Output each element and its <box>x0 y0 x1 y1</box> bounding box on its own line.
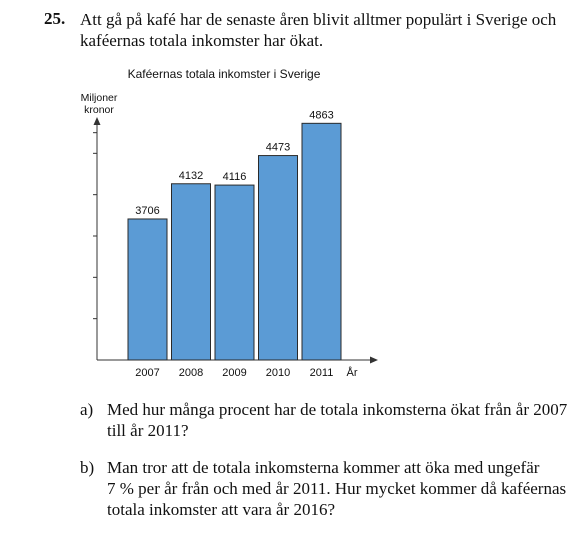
bar-2007 <box>128 219 167 360</box>
chart-title: Kaféernas totala inkomster i Sverige <box>127 67 321 81</box>
bar-2009 <box>215 185 254 360</box>
y-axis-label: Miljoner <box>80 92 118 104</box>
data-label: 4473 <box>265 141 291 154</box>
data-label: 4132 <box>178 169 204 182</box>
part-b-line: totala inkomster att vara år 2016? <box>107 500 335 519</box>
part-a-text <box>107 399 577 441</box>
bar-2010 <box>259 156 298 360</box>
part-a-label: a) <box>80 400 94 419</box>
bar-2011 <box>302 123 341 360</box>
question-intro-line: Att gå på kafé har de senaste åren blivit alltmer populärt i Sverige och <box>80 10 557 29</box>
bar-2008 <box>172 184 211 360</box>
data-label: 3706 <box>135 204 160 217</box>
x-tick-label: 2010 <box>265 367 291 379</box>
part-b-line: 7 % per år från och med år 2011. Hur mycket kommer då kaféernas <box>107 479 567 498</box>
x-axis-label: År <box>346 367 358 379</box>
part-a-line: till år 2011? <box>107 421 189 440</box>
x-tick-label: 2011 <box>309 367 334 379</box>
x-tick-label: 2008 <box>178 367 204 379</box>
part-b-label: b) <box>80 458 95 477</box>
part-a-line: Med hur många procent har de totala inkomsterna ökat från år 2007 <box>107 400 568 419</box>
y-axis-label: kronor <box>84 104 114 116</box>
y-axis-arrow-icon <box>94 117 101 125</box>
question-intro-line: kaféernas totala inkomster har ökat. <box>80 31 324 50</box>
x-tick-label: 2007 <box>135 367 160 379</box>
x-axis-arrow-icon <box>370 357 378 364</box>
data-label: 4863 <box>309 109 334 122</box>
part-b-text <box>107 457 577 520</box>
data-label: 4116 <box>222 171 247 184</box>
x-tick-label: 2009 <box>222 367 247 379</box>
question-number: 25. <box>44 9 66 28</box>
part-b-line: Man tror att de totala inkomsterna kommer att öka med ungefär <box>107 458 540 477</box>
